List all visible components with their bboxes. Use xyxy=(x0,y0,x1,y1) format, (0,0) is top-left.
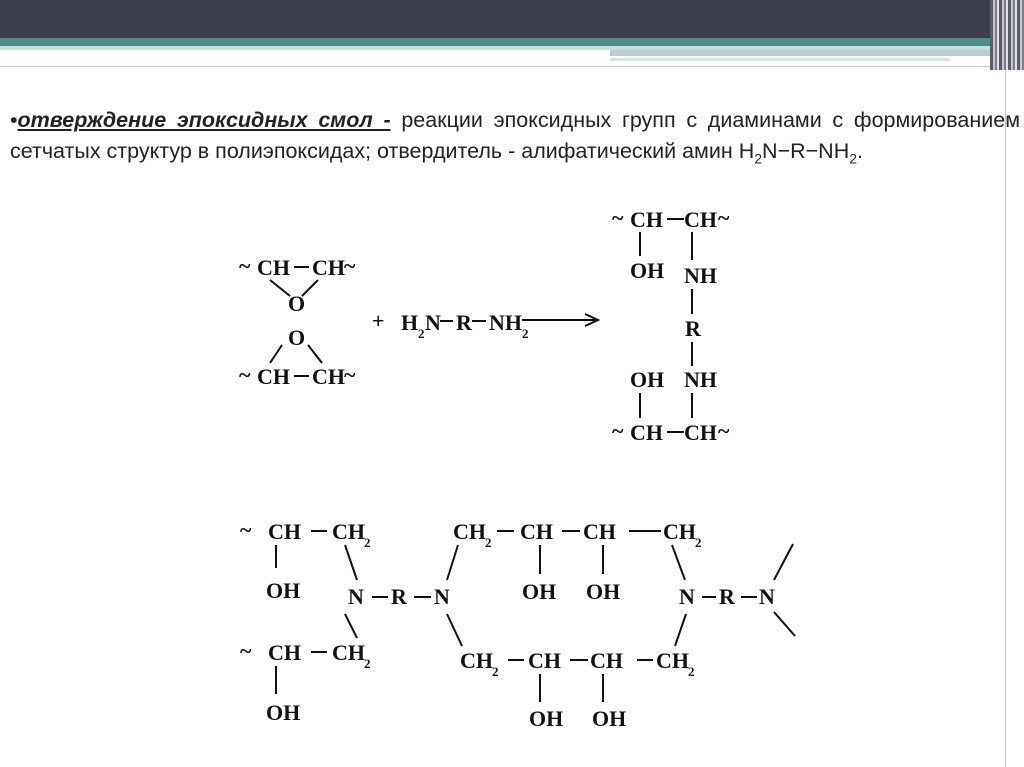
n-label: N xyxy=(434,584,450,609)
r-label: R xyxy=(391,584,407,609)
definition-text: реакции эпоксидных групп с диаминами с формированием сетчатых структур в полиэпоксидах; отвердитель - алифатический амин xyxy=(10,108,1020,163)
reagent-sub: 2 xyxy=(522,326,529,341)
oh-label: OH xyxy=(522,579,557,604)
ch-label: CH xyxy=(630,420,663,445)
wave-mark: ~ xyxy=(612,205,624,230)
ch-label: CH xyxy=(312,255,345,280)
ch-label: CH xyxy=(528,648,561,673)
reagent-nh: NH xyxy=(489,310,522,335)
ch-label: CH xyxy=(684,420,717,445)
wave-mark: ~ xyxy=(612,418,624,443)
sub2: 2 xyxy=(364,535,371,550)
wave-mark: ~ xyxy=(239,362,251,387)
ch2-label: CH xyxy=(656,648,689,673)
ch-label: CH xyxy=(684,207,717,232)
sub2: 2 xyxy=(364,656,371,671)
epoxide-oxygen: O xyxy=(288,291,306,316)
bullet: • xyxy=(10,108,18,132)
sub2: 2 xyxy=(695,535,702,550)
wave-mark: ~ xyxy=(240,638,252,663)
n-label: N xyxy=(759,584,775,609)
n-label: N xyxy=(348,584,364,609)
epoxide-oxygen: O xyxy=(288,325,306,350)
ch-label: CH xyxy=(257,255,290,280)
ch2-label: CH xyxy=(453,519,486,544)
oh-label: OH xyxy=(586,579,621,604)
sub2: 2 xyxy=(492,664,499,679)
oh-label: OH xyxy=(266,700,301,725)
ch-label: CH xyxy=(312,364,345,389)
oh-label: OH xyxy=(630,367,665,392)
ch-label: CH xyxy=(268,640,301,665)
ch2-label: CH xyxy=(332,640,365,665)
ch-label: CH xyxy=(630,207,663,232)
wave-mark: ~ xyxy=(344,362,356,387)
plus-sign: + xyxy=(372,308,385,333)
ch2-label: CH xyxy=(460,648,493,673)
sub2: 2 xyxy=(688,664,695,679)
nh-label: NH xyxy=(684,367,717,392)
reagent-sub: 2 xyxy=(418,326,425,341)
r-label: R xyxy=(719,584,735,609)
wave-mark: ~ xyxy=(240,517,252,542)
reagent-h: H xyxy=(401,310,419,335)
oh-label: OH xyxy=(592,706,627,731)
amine-formula: $H_2N-R-NH_2$. xyxy=(738,139,864,167)
n-label: N xyxy=(679,584,695,609)
reagent-r: R xyxy=(456,310,472,335)
ch-label: CH xyxy=(590,648,623,673)
ch2-label: CH xyxy=(332,519,365,544)
wave-mark: ~ xyxy=(718,418,730,443)
oh-label: OH xyxy=(266,578,301,603)
oh-label: OH xyxy=(529,706,564,731)
wave-mark: ~ xyxy=(718,205,730,230)
ch-label: CH xyxy=(257,364,290,389)
ch-label: CH xyxy=(583,519,616,544)
r-label: R xyxy=(685,316,701,341)
oh-label: OH xyxy=(630,258,665,283)
sub2: 2 xyxy=(485,535,492,550)
wave-mark: ~ xyxy=(344,253,356,278)
ch-label: CH xyxy=(268,519,301,544)
ch2-label: CH xyxy=(663,519,696,544)
ch-label: CH xyxy=(520,519,553,544)
reagent-n: N xyxy=(425,310,441,335)
wave-mark: ~ xyxy=(239,253,251,278)
term-title: отверждение эпоксидных смол - xyxy=(17,108,391,132)
nh-label: NH xyxy=(684,263,717,288)
